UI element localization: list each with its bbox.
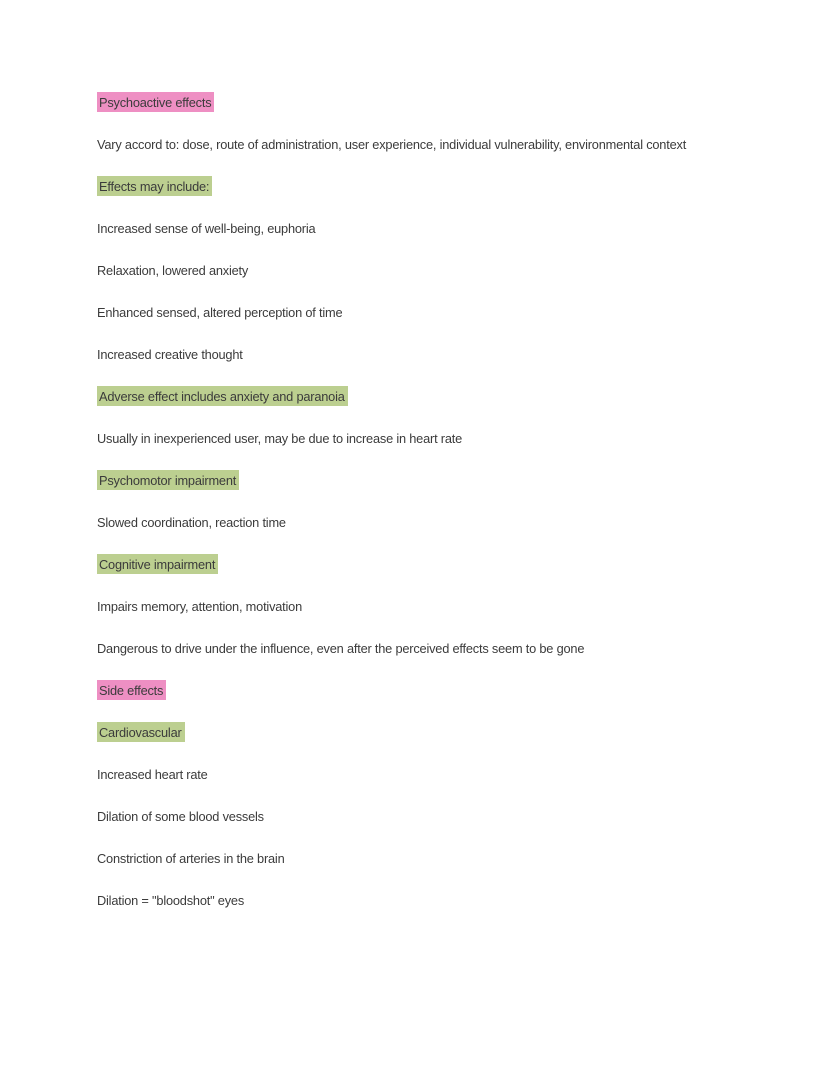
highlighted-heading (97, 722, 752, 744)
highlighted-heading (97, 680, 752, 702)
highlighted-heading (97, 554, 752, 576)
note-paragraph (97, 302, 752, 324)
note-paragraph (97, 512, 752, 534)
highlight-green: Effects may include: (97, 176, 212, 196)
paragraph-text: Impairs memory, attention, motivation (97, 599, 303, 614)
highlight-green: Cardiovascular (97, 722, 185, 742)
highlight-green: Psychomotor impairment (97, 470, 239, 490)
highlight-green: Cognitive impairment (97, 554, 218, 574)
note-paragraph (97, 848, 752, 870)
paragraph-text: Increased heart rate (97, 767, 208, 782)
note-paragraph (97, 596, 752, 618)
paragraph-text: Slowed coordination, reaction time (97, 515, 286, 530)
paragraph-text: Dilation of some blood vessels (97, 809, 264, 824)
note-paragraph (97, 890, 752, 912)
note-paragraph (97, 806, 752, 828)
note-paragraph (97, 134, 752, 156)
note-paragraph (97, 218, 752, 240)
note-paragraph (97, 344, 752, 366)
note-paragraph (97, 260, 752, 282)
note-paragraph (97, 638, 752, 660)
paragraph-text: Usually in inexperienced user, may be due to increase in heart rate (97, 431, 463, 446)
highlighted-heading (97, 92, 752, 114)
paragraph-text: Increased creative thought (97, 347, 243, 362)
highlighted-heading (97, 176, 752, 198)
paragraph-text: Relaxation, lowered anxiety (97, 263, 249, 278)
paragraph-text: Vary accord to: dose, route of administration, user experience, individual vulnerability, environmental context (97, 137, 687, 152)
paragraph-text: Increased sense of well-being, euphoria (97, 221, 316, 236)
highlighted-heading (97, 470, 752, 492)
paragraph-text: Dangerous to drive under the influence, even after the perceived effects seem to be gone (97, 641, 585, 656)
highlight-green: Adverse effect includes anxiety and paranoia (97, 386, 348, 406)
note-paragraph (97, 428, 752, 450)
highlight-pink: Side effects (97, 680, 166, 700)
paragraph-text: Enhanced sensed, altered perception of time (97, 305, 343, 320)
paragraph-text: Constriction of arteries in the brain (97, 851, 285, 866)
paragraph-text: Dilation = "bloodshot" eyes (97, 893, 245, 908)
note-paragraph (97, 764, 752, 786)
highlight-pink: Psychoactive effects (97, 92, 214, 112)
highlighted-heading (97, 386, 752, 408)
